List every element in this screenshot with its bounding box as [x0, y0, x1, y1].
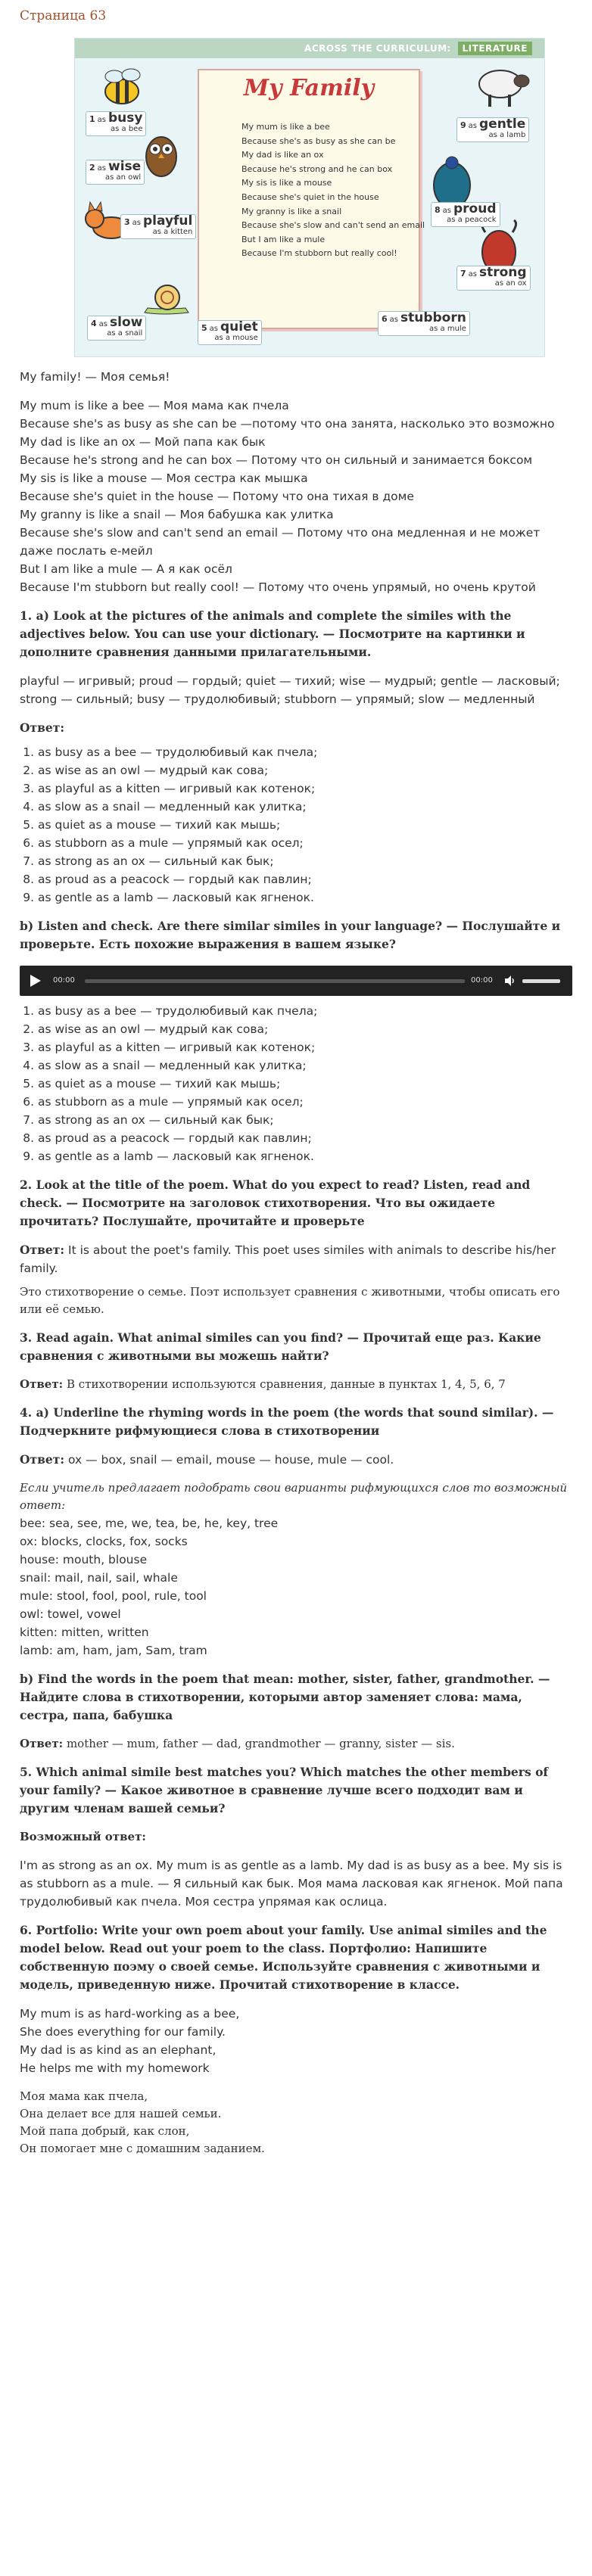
- answer-label: Ответ:: [20, 1243, 65, 1257]
- answer-label: Ответ:: [20, 1452, 65, 1467]
- bee-icon: [92, 61, 152, 114]
- owl-icon: [140, 126, 182, 179]
- poem-line: Because she's as busy as she can be: [241, 135, 396, 146]
- task-1a-heading: 1. a) Look at the pictures of the animals and complete the similes with the adjectives below. You can use your dictionary. — Посмотрите на картинки и дополните сравнения данными прилагательными.: [20, 608, 525, 659]
- answer-label: Ответ:: [20, 720, 65, 735]
- poem-line: Because I'm stubborn but really cool!: [241, 248, 397, 259]
- poem-line: Мой папа добрый, как слон,: [20, 2124, 190, 2138]
- current-time: 00:00: [53, 976, 75, 985]
- translation-line: My mum is like a bee — Моя мама как пчела: [20, 399, 289, 412]
- translation-line: My sis is like a mouse — Моя сестра как мышка: [20, 471, 308, 485]
- simile-tag-playful: 3 as playful as a kitten: [120, 214, 196, 239]
- simile-tag-proud: 8 as proud as a peacock: [431, 202, 500, 227]
- task-4a-note: Если учитель предлагает подобрать свои варианты рифмующихся слов то возможный ответ:: [20, 1481, 568, 1512]
- band-label: [304, 39, 532, 58]
- task-6-heading: 6. Portfolio: Write your own poem about your family. Use animal similes and the model below. Read out your poem to the class. Портфолио: Напишите собственную поэму о своей семье. Используйте сравнения с животными и модель, приведенную ниже. Прочитай стихотворение в классе.: [20, 1923, 547, 1992]
- poem-line: Моя мама как пчела,: [20, 2089, 148, 2103]
- rhyme-line: snail: mail, nail, sail, whale: [20, 1571, 178, 1585]
- poem-line: My sis is like a mouse: [241, 178, 332, 188]
- simile-tag-strong: 7 as strong as an ox: [456, 266, 531, 291]
- list-item: 2. as wise as an owl — мудрый как сова;: [38, 761, 572, 779]
- translation-line: Because I'm stubborn but really cool! — Потому что очень упрямый, но очень крутой: [20, 580, 536, 594]
- translation-line: But I am like a mule — А я как осёл: [20, 562, 232, 576]
- answer-label: Ответ:: [20, 1377, 64, 1391]
- translation-line: Because she's slow and can't send an email — Потому что она медленная и не может даже послать е-мейл: [20, 526, 541, 558]
- list-item: 3. as playful as a kitten — игривый как котенок;: [38, 1038, 572, 1056]
- simile-tag-busy: 1 as busy as a bee: [86, 111, 146, 136]
- answer-text: mother — mum, father — dad, grandmother — granny, sister — sis.: [66, 1737, 455, 1750]
- answer-text: ox — box, snail — email, mouse — house, mule — cool.: [68, 1453, 394, 1467]
- answer-text: It is about the poet's family. This poet uses similes with animals to describe his/her family.: [20, 1243, 556, 1275]
- poem-line: Он помогает мне с домашним заданием.: [20, 2142, 265, 2155]
- list-item: 1. as busy as a bee — трудолюбивый как пчела;: [38, 1002, 572, 1020]
- answer-text: В стихотворении используются сравнения, данные в пунктах 1, 4, 5, 6, 7: [66, 1377, 506, 1391]
- simile-tag-gentle: 9 as gentle as a lamb: [456, 117, 529, 142]
- content: [20, 38, 572, 2158]
- lamb-icon: [472, 61, 532, 110]
- model-poem-ru: [20, 2088, 572, 2158]
- translation-line: Because he's strong and he can box — Потому что он сильный и занимается боксом: [20, 453, 533, 467]
- rhyme-line: lamb: am, ham, jam, Sam, tram: [20, 1644, 207, 1657]
- task-4b-heading: b) Find the words in the poem that mean: mother, sister, father, grandmother. — Найдите слова в стихотворении, которыми автор заменяет слова: мама, сестра, папа, бабушка: [20, 1672, 550, 1722]
- task-1b-heading: b) Listen and check. Are there similar similes in your language? — Послушайте и проверьте. Есть похожие выражения в вашем языке?: [20, 919, 561, 951]
- simile-tag-quiet: 5 as quiet as a mouse: [198, 320, 262, 345]
- poem-line: My dad is as kind as an elephant,: [20, 2043, 217, 2057]
- audio-player: [20, 966, 572, 996]
- task-5-answer: I'm as strong as an ox. My mum is as gentle as a lamb. My dad is as busy as a bee. My sis is as stubborn as a mule. — Я сильный как бык. Моя мама ласковая как ягненок. Мой папа трудолюбивый как пчела. Моя сестра упрямая как ослица.: [20, 1859, 563, 1909]
- band-prefix: ACROSS THE CURRICULUM:: [304, 43, 451, 54]
- poem-line: Because he's strong and he can box: [241, 163, 393, 174]
- list-item: 2. as wise as an owl — мудрый как сова;: [38, 1020, 572, 1038]
- translation-line: Because she's quiet in the house — Потому что она тихая в доме: [20, 490, 414, 503]
- poem-line: My granny is like a snail: [241, 206, 342, 216]
- poem-line: My mum is like a bee: [241, 122, 330, 132]
- list-item: 4. as slow as a snail — медленный как улитка;: [38, 1056, 572, 1075]
- poem-line: He helps me with my homework: [20, 2061, 210, 2075]
- translation-line: Because she's as busy as she can be —потому что она занята, насколько это возможно: [20, 417, 555, 431]
- textbook-band: [75, 39, 544, 58]
- possible-answer-label: Возможный ответ:: [20, 1830, 146, 1843]
- band-subject: LITERATURE: [458, 42, 532, 55]
- task-1a-answers: [20, 743, 572, 907]
- task-2-answer: [20, 1241, 572, 1277]
- rhyme-line: house: mouth, blouse: [20, 1553, 148, 1566]
- textbook-illustration: [74, 38, 545, 357]
- task-3-answer: [20, 1376, 572, 1393]
- rhyme-line: bee: sea, see, me, we, tea, be, he, key, tree: [20, 1517, 279, 1530]
- simile-tag-stubborn: 6 as stubborn as a mule: [378, 311, 470, 336]
- task-2-answer-ru: Это стихотворение о семье. Поэт использует сравнения с животными, чтобы описать его или её семью.: [20, 1285, 560, 1316]
- task-4a-heading: 4. a) Underline the rhyming words in the poem (the words that sound similar). — Подчеркните рифмующиеся слова в стихотворении: [20, 1405, 554, 1438]
- snail-icon: [140, 279, 193, 317]
- poem-line: Because she's slow and can't send an email: [241, 220, 425, 231]
- play-icon[interactable]: [30, 975, 41, 987]
- list-item: 7. as strong as an ox — сильный как бык;: [38, 1111, 572, 1129]
- list-item: 6. as stubborn as a mule — упрямый как осел;: [38, 1093, 572, 1111]
- volume-icon[interactable]: [504, 975, 516, 987]
- task-1a-vocab: playful — игривый; proud — гордый; quiet — тихий; wise — мудрый; gentle — ласковый; strong — сильный; busy — трудолюбивый; stubborn — упрямый; slow — медленный: [20, 674, 560, 706]
- poem-title: My Family: [243, 75, 375, 101]
- poem-lines: [241, 120, 425, 261]
- seek-bar[interactable]: [85, 979, 465, 983]
- volume-slider[interactable]: [522, 979, 560, 983]
- rhyme-line: mule: stool, fool, pool, rule, tool: [20, 1589, 207, 1603]
- answer-label: Ответ:: [20, 1737, 64, 1750]
- list-item: 3. as playful as a kitten — игривый как котенок;: [38, 779, 572, 798]
- rhyme-list: [20, 1514, 572, 1660]
- task-4b-answer: [20, 1735, 572, 1753]
- task-2-heading: 2. Look at the title of the poem. What do you expect to read? Listen, read and check. — Посмотрите на заголовок стихотворения. Что вы ожидаете прочитать? Послушайте, прочитайте и проверьте: [20, 1178, 531, 1228]
- poem-line: Because she's quiet in the house: [241, 191, 379, 202]
- poem-line: My dad is like an ox: [241, 150, 324, 160]
- list-item: 9. as gentle as a lamb — ласковый как ягненок.: [38, 888, 572, 907]
- poem-line: My mum is as hard-working as a bee,: [20, 2007, 240, 2021]
- list-item: 5. as quiet as a mouse — тихий как мышь;: [38, 1075, 572, 1093]
- duration: 00:00: [471, 976, 493, 985]
- list-item: 5. as quiet as a mouse — тихий как мышь;: [38, 816, 572, 834]
- translation-line: My granny is like a snail — Моя бабушка как улитка: [20, 508, 334, 521]
- translation-line: My dad is like an ox — Мой папа как бык: [20, 435, 266, 449]
- list-item: 8. as proud as a peacock — гордый как павлин;: [38, 1129, 572, 1147]
- poem-line: Она делает все для нашей семьи.: [20, 2107, 222, 2120]
- model-poem-en: [20, 2005, 572, 2077]
- rhyme-line: kitten: mitten, written: [20, 1626, 149, 1639]
- task-1b-answers: [20, 1002, 572, 1165]
- list-item: 7. as strong as an ox — сильный как бык;: [38, 852, 572, 870]
- list-item: 4. as slow as a snail — медленный как улитка;: [38, 798, 572, 816]
- rhyme-line: owl: towel, vowel: [20, 1607, 121, 1621]
- poem-line: But I am like a mule: [241, 234, 326, 244]
- task-3-heading: 3. Read again. What animal similes can you find? — Прочитай еще раз. Какие сравнения с животными вы можешь найти?: [20, 1330, 541, 1363]
- task-4a-answer: [20, 1451, 572, 1469]
- page-label: Страница 63: [20, 8, 107, 23]
- simile-tag-wise: 2 as wise as an owl: [86, 160, 145, 185]
- task-5-heading: 5. Which animal simile best matches you? Which matches the other members of your family? — Какое животное в сравнение лучше всего подходит вам и другим членам вашей семьи?: [20, 1765, 549, 1815]
- poem-line: She does everything for our family.: [20, 2025, 226, 2039]
- list-item: 8. as proud as a peacock — гордый как павлин;: [38, 870, 572, 888]
- list-item: 1. as busy as a bee — трудолюбивый как пчела;: [38, 743, 572, 761]
- rhyme-line: ox: blocks, clocks, fox, socks: [20, 1535, 188, 1548]
- poem-card: [198, 69, 425, 329]
- list-item: 6. as stubborn as a mule — упрямый как осел;: [38, 834, 572, 852]
- intro-title: My family! — Моя семья!: [20, 370, 170, 384]
- list-item: 9. as gentle as a lamb — ласковый как ягненок.: [38, 1147, 572, 1165]
- poem-translation: [20, 397, 572, 596]
- simile-tag-slow: 4 as slow as a snail: [87, 316, 146, 341]
